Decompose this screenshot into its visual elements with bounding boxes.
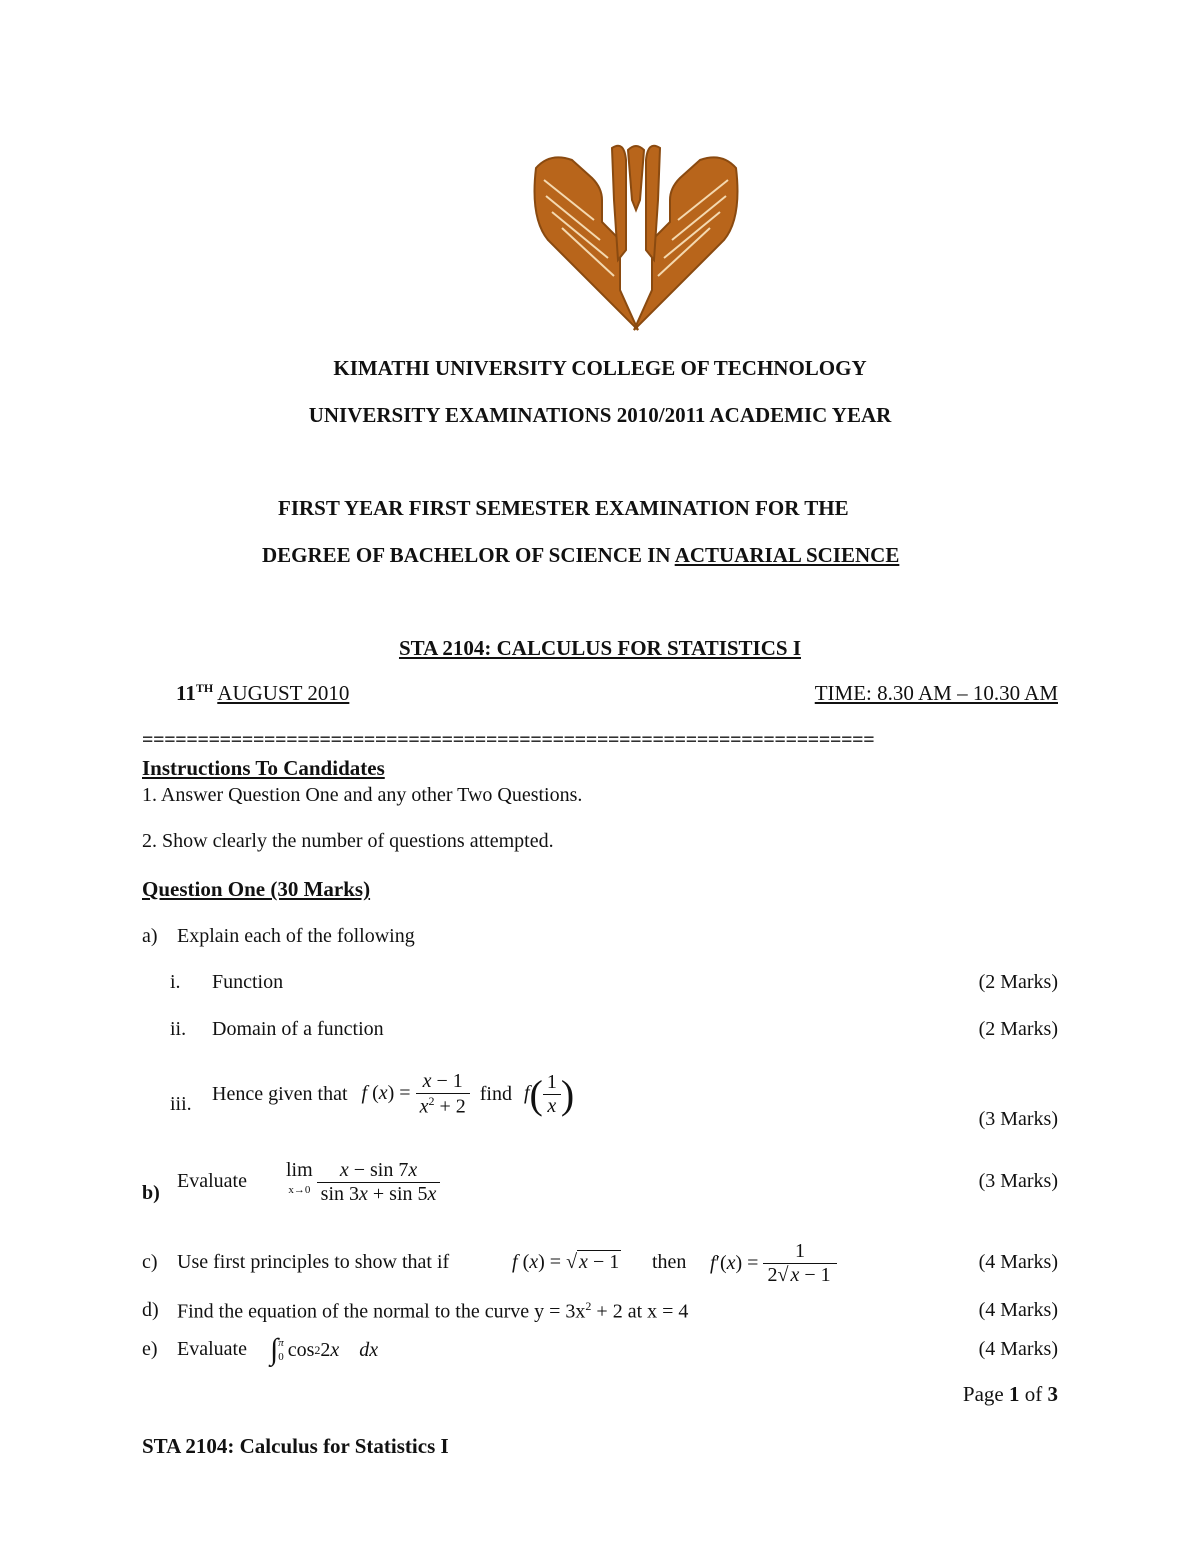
page-total: 3 (1047, 1382, 1058, 1406)
q1e-text: Evaluate (177, 1338, 247, 1360)
q1c-marks: (4 Marks) (978, 1251, 1058, 1273)
q1a-ii-label: ii. (170, 1018, 187, 1040)
q1b-text: Evaluate (177, 1170, 247, 1192)
page-number (963, 1382, 1058, 1407)
exam-for: FIRST YEAR FIRST SEMESTER EXAMINATION FOR THE (278, 496, 849, 520)
q1d-text-a: Find the equation of the normal to the curve y = 3x (177, 1300, 586, 1323)
date-day: 11 (176, 681, 196, 705)
instruction-item-1: 1. Answer Question One and any other Two Questions. (142, 784, 583, 806)
instruction-item-2: 2. Show clearly the number of questions attempted. (142, 830, 554, 852)
q1c-text: Use first principles to show that if (177, 1251, 450, 1273)
q1a-iii-marks: (3 Marks) (978, 1108, 1058, 1130)
q1d-marks: (4 Marks) (978, 1299, 1058, 1321)
derivative-formula: f ′( x ) = $\frac{1}{2√ x - 1}$ (710, 1234, 837, 1292)
limit-formula: lim $^{x\to 0}$ $\frac{x - \sin 7x}{\sin 3x + \sin 5x}$ (286, 1152, 440, 1212)
q1e-label: e) (142, 1338, 158, 1360)
q1a-i-marks: (2 Marks) (978, 971, 1058, 993)
function-definition-formula: f (x) = $\frac{x - 1}{x^2 + 2}$ (362, 1070, 470, 1119)
date-suffix: TH (195, 681, 214, 695)
sqrt-function-formula: f (x) = √ x − 1 (512, 1251, 620, 1273)
f-of-reciprocal-formula: f( $\frac{1}{x}$ ) (523, 1070, 575, 1117)
university-logo (528, 140, 744, 335)
q1a-i-text: Function (212, 971, 284, 993)
course-title: STA 2104: CALCULUS FOR STATISTICS I (398, 636, 801, 660)
question-one-title: Question One (30 Marks) (142, 877, 371, 901)
page-middle: of (1019, 1382, 1048, 1406)
q1b-marks: (3 Marks) (978, 1170, 1058, 1192)
q1d-text (177, 1299, 688, 1324)
q1a-ii-marks: (2 Marks) (978, 1018, 1058, 1040)
separator-line: ================================================================== (142, 729, 875, 751)
degree-subject: ACTUARIAL SCIENCE (674, 543, 900, 567)
q1a-iii-find: find (479, 1082, 512, 1105)
q1a-iii-expression (212, 1064, 574, 1124)
page-prefix: Page (962, 1382, 1009, 1406)
q1a-text: Explain each of the following (177, 925, 415, 947)
q1a-iii-text: Hence given that (212, 1082, 348, 1105)
q1d-exponent: 2 (585, 1299, 592, 1313)
q1e-marks: (4 Marks) (978, 1338, 1058, 1360)
q1a-i-label: i. (170, 971, 181, 993)
integral-formula: ∫ π 0 cos 2 2 x dx (270, 1333, 379, 1366)
exam-time: TIME: 8.30 AM – 10.30 AM (814, 681, 1058, 705)
page-current: 1 (1009, 1382, 1020, 1406)
footer-course: STA 2104: Calculus for Statistics I (142, 1434, 449, 1458)
exam-date (176, 681, 349, 706)
exam-title: UNIVERSITY EXAMINATIONS 2010/2011 ACADEMIC YEAR (308, 403, 892, 427)
q1a-iii-label: iii. (170, 1093, 192, 1115)
q1d-label: d) (142, 1299, 159, 1321)
degree-prefix: DEGREE OF BACHELOR OF SCIENCE IN (262, 543, 675, 567)
institution-name: KIMATHI UNIVERSITY COLLEGE OF TECHNOLOGY (333, 356, 867, 380)
instructions-title: Instructions To Candidates (142, 756, 385, 780)
date-month-year: AUGUST 2010 (217, 681, 350, 705)
q1a-ii-text: Domain of a function (212, 1018, 384, 1040)
q1b-label: b) (142, 1182, 160, 1204)
q1d-text-b: + 2 at x = 4 (591, 1300, 689, 1323)
degree-title (262, 543, 899, 568)
q1c-label: c) (142, 1251, 158, 1273)
q1a-label: a) (142, 925, 158, 947)
q1c-then: then (652, 1251, 687, 1273)
